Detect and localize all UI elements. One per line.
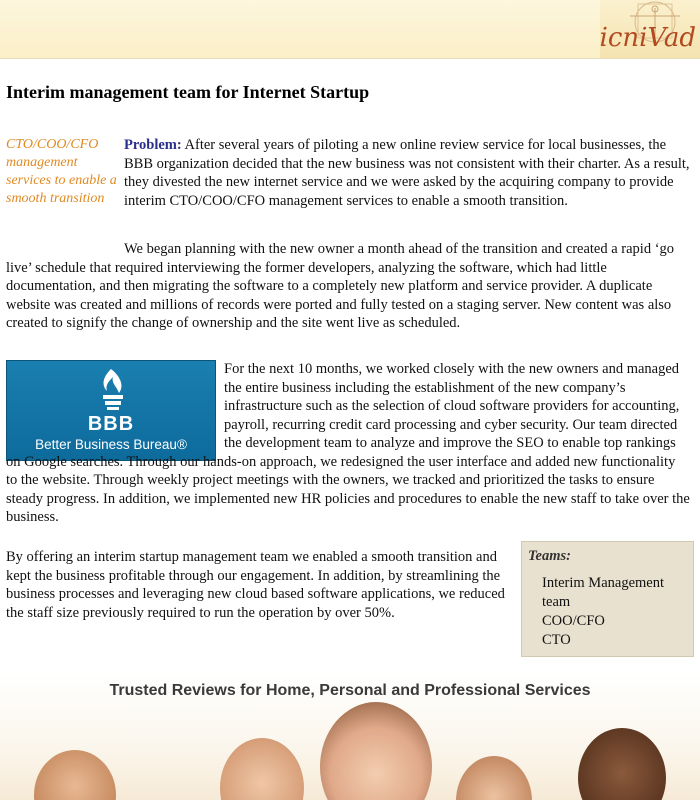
team-item: Interim Management team — [542, 575, 664, 610]
page-title: Interim management team for Internet Startup — [6, 82, 370, 102]
person-photo — [320, 702, 432, 800]
teams-box — [521, 541, 694, 657]
person-photo — [34, 750, 116, 800]
image-spacer — [6, 360, 224, 452]
site-logo[interactable] — [600, 0, 700, 58]
person-photo — [578, 728, 666, 800]
problem-text: After several years of piloting a new online review service for local businesses, the BBB organization decided that the new business was not consistent with their charter. As a result, they divested the new internet service and we were asked by the acquiring company to provide interim CTO/COO/CFO management services to enable a smooth transition. — [124, 137, 690, 209]
header-bar — [0, 0, 700, 59]
operations-text: For the next 10 months, we worked closely with the new owners and managed the entire business including the establishment of the new company’s infrastructure such as the selection of cloud software providers for accounting, payroll, recurring credit card processing and cyber security. Our team directed the development team to analyze and improve the SEO to enable top rankings on Google searches. Through our hands-on approach, we redesigned the user interface and added new functionality to the website. Through weekly project meetings with the owners, we tracked and prioritized the tasks to ensure steady progress. In addition, we implemented new HR policies and procedures to enable the new staff to take over the business. — [6, 361, 690, 525]
teams-list — [542, 574, 687, 650]
logo-text: icniVad — [599, 23, 696, 53]
teams-title: Teams: — [528, 548, 571, 564]
operations-paragraph — [6, 360, 690, 527]
team-item: COO/CFO — [542, 613, 605, 629]
bbb-letters: BBB — [87, 413, 135, 435]
sidebar-pull-quote: CTO/COO/CFO management services to enable a smooth transition — [6, 137, 117, 206]
team-item: CTO — [542, 632, 571, 648]
bbb-name: Better Business Bureau® — [35, 437, 187, 452]
reviews-banner[interactable] — [0, 672, 700, 800]
person-photo — [220, 738, 304, 800]
banner-title: Trusted Reviews for Home, Personal and Professional Services — [109, 682, 591, 699]
planning-paragraph: We began planning with the new owner a month ahead of the transition and created a rapid ‘go live’ schedule that required interviewing the former developers, analyzing the software, which had little documentation, and then migrating the software to a completely new platform and service provider. A duplicate website was created and millions of records were ported and fully tested on a staging server. New content was also created to signify the change of ownership and the site went live as scheduled. — [6, 241, 675, 331]
problem-label: Problem: — [124, 137, 182, 153]
problem-paragraph — [124, 136, 690, 210]
results-paragraph: By offering an interim startup management team we enabled a smooth transition and kept the business profitable through our engagement. In addition, by streamlining the business processes and leveraging new cloud based software applications, we reduced the staff size previously required to run the operation by over 50%. — [6, 549, 505, 621]
person-photo — [456, 756, 532, 800]
